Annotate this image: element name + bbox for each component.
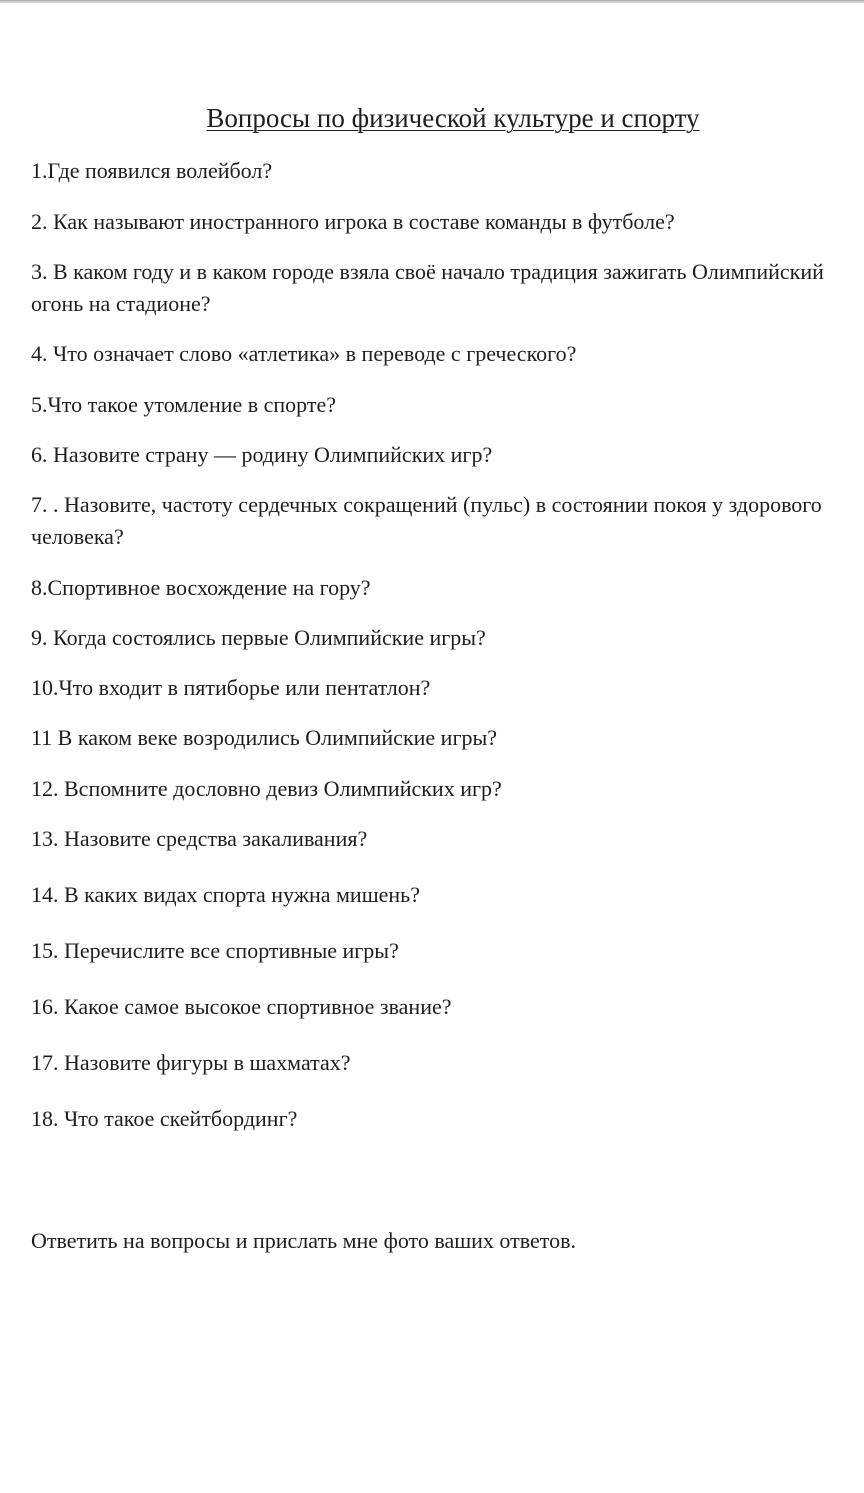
question-item-1: 1.Где появился волейбол? <box>31 158 273 183</box>
question-item-5: 5.Что такое утомление в спорте? <box>31 392 337 417</box>
question-item-14: 14. В каких видах спорта нужна мишень? <box>31 882 420 907</box>
document-title: Вопросы по физической культуре и спорту <box>206 103 700 133</box>
question-item-3: 3. В каком году и в каком городе взяла своё начало традиция зажигать Олимпийский огонь на стадионе? <box>31 259 824 316</box>
question-item-13: 13. Назовите средства закаливания? <box>31 826 368 851</box>
question-item-16: 16. Какое самое высокое спортивное звание? <box>31 994 452 1019</box>
question-item-8: 8.Спортивное восхождение на гору? <box>31 575 371 600</box>
question-item-18: 18. Что такое скейтбординг? <box>31 1106 298 1131</box>
instruction-text: Ответить на вопросы и прислать мне фото ваших ответов. <box>31 1228 576 1253</box>
question-item-9: 9. Когда состоялись первые Олимпийские игры? <box>31 625 486 650</box>
question-item-2: 2. Как называют иностранного игрока в составе команды в футболе? <box>31 209 675 234</box>
question-item-17: 17. Назовите фигуры в шахматах? <box>31 1050 351 1075</box>
question-item-7: 7. . Назовите, частоту сердечных сокращений (пульс) в состоянии покоя у здорового человека? <box>31 492 822 549</box>
question-item-10: 10.Что входит в пятиборье или пентатлон? <box>31 675 431 700</box>
question-item-15: 15. Перечислите все спортивные игры? <box>31 938 399 963</box>
question-item-12: 12. Вспомните дословно девиз Олимпийских игр? <box>31 776 502 801</box>
question-item-6: 6. Назовите страну — родину Олимпийских игр? <box>31 442 493 467</box>
question-item-11: 11 В каком веке возродились Олимпийские игры? <box>31 725 498 750</box>
question-item-4: 4. Что означает слово «атлетика» в переводе с греческого? <box>31 341 577 366</box>
